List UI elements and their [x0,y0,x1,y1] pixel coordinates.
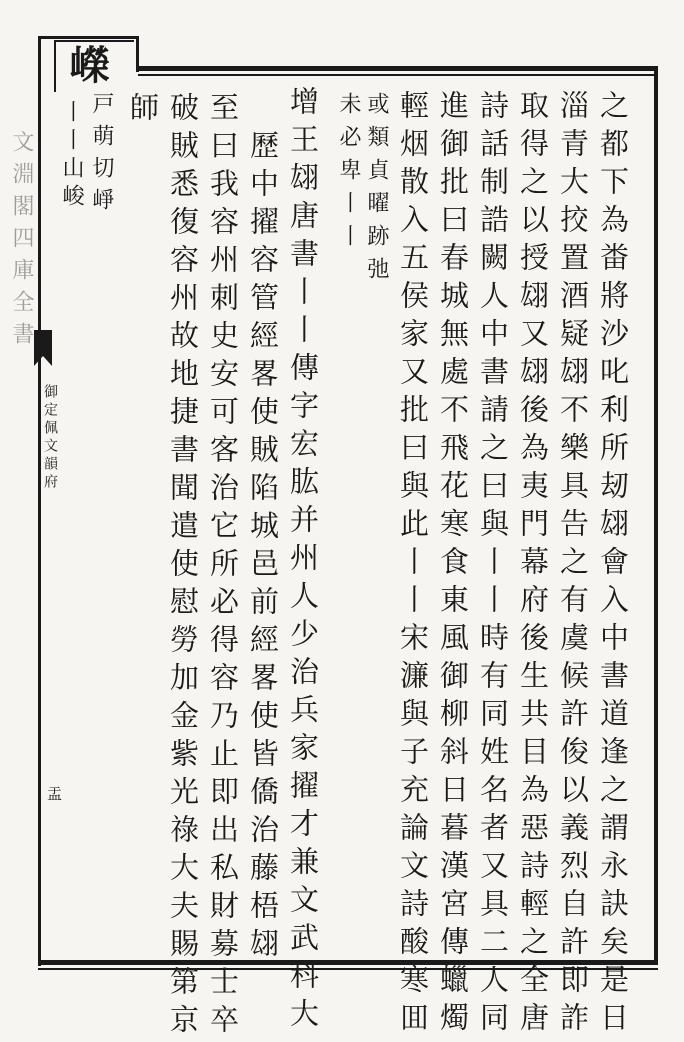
entry-column-1: 增王翃唐書丨丨傳字宏肱并州人少治兵家擢才兼文武科大 [286,86,320,1036]
fishtail-marker-icon [32,326,54,370]
entry-column-4: 破賊悉復容州故地捷書聞遣使慰勞加金紫光祿大夫賜第京 [166,92,200,1042]
frame-top-border [138,66,658,71]
text-column-6: 輕烟散入五侯家又批曰與此丨丨宋濂與子充論文詩酸寒囬 [396,90,430,1040]
frame-top-border-inner [138,74,658,76]
text-column-1: 之都下為畨將沙叱利所刼翃會入中書道逢之謂永訣矣是日 [596,90,630,1040]
note-column-2: 未必卑丨丨 [336,92,361,257]
text-column-2: 淄青大挍置酒疑翃不樂具告之有虞候許俊以義烈自許即詐 [556,90,590,1040]
frame-right-border [654,66,658,962]
entry-column-3: 至曰我容州刺史安可客治它所必得容乃止即出私財募士卒 [206,92,240,1042]
page-number: 盂 [45,786,63,801]
edge-bleed-text: 文淵閣四庫全書 [9,130,34,354]
entry-column-2: 歷中擢容管經畧使賊陷城邑前經畧使皆僑治藤梧翃 [246,130,280,966]
entry-column-5: 師 [126,92,160,130]
frame-corner-top [38,36,138,39]
head-character: 嶸 [63,44,110,84]
head-compound: 丨丨山峻 [59,100,84,212]
text-column-5: 進御批曰春城無處不飛花寒食東風御柳斜日暮漢宮傳蠟燭 [436,90,470,1040]
head-reading: 戸萌切崢 [89,92,114,220]
note-column-1: 或類貞曜跡弛 [364,92,389,290]
frame-left-border [38,36,41,966]
text-column-3: 取得之以授翃又翃後為夷門幕府後生共目為惡詩輕之全唐 [516,90,550,1040]
text-column-4: 詩話制誥闕人中書請之曰與丨丨時有同姓名者又具二人同 [476,90,510,1040]
book-title: 御定佩文韻府 [42,384,58,492]
